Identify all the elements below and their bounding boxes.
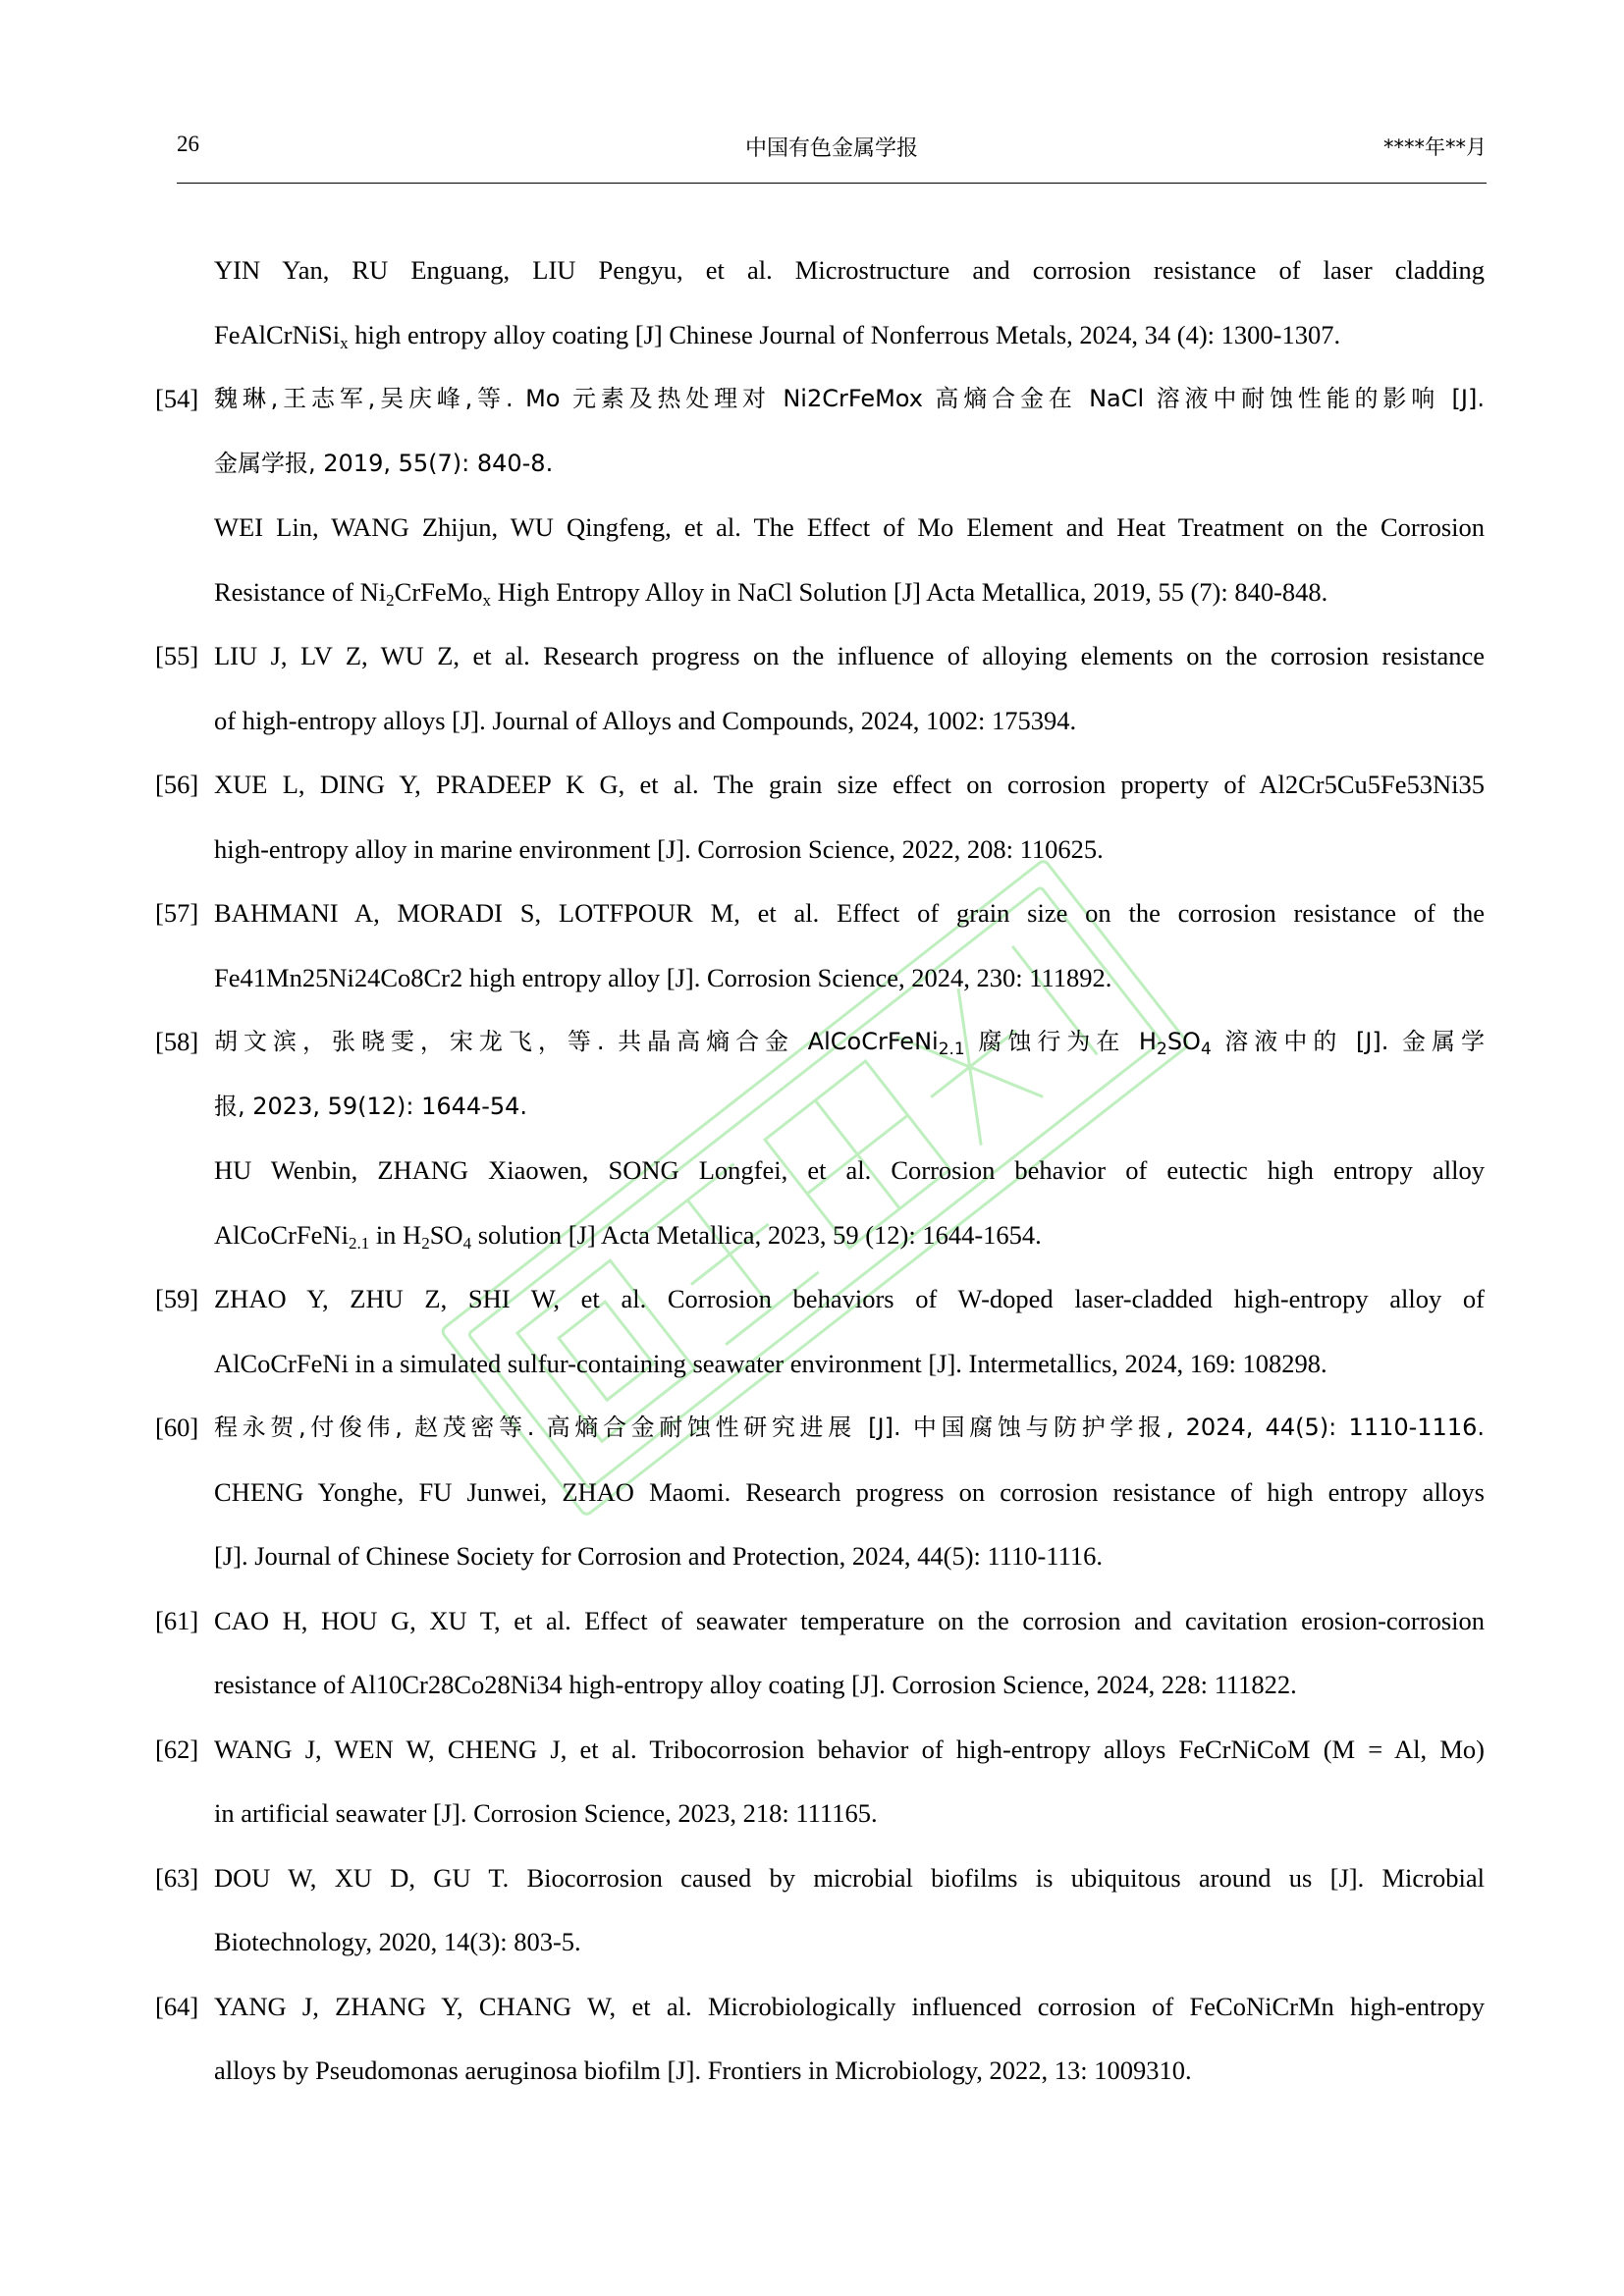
reference-56 — [155, 753, 1485, 881]
page-header — [177, 132, 1487, 171]
reference-number: [64] — [155, 1991, 199, 2021]
ref-line: WANG J, WEN W, CHENG J, et al. Tribocorrosion behavior of high-entropy alloys FeCrNiCoM (M = Al, Mo) — [214, 1734, 1485, 1764]
ref-line: YANG J, ZHANG Y, CHANG W, et al. Microbiologically influenced corrosion of FeCoNiCrMn high-entropy — [214, 1991, 1485, 2021]
reference-61 — [155, 1589, 1485, 1718]
ref-line: alloys by Pseudomonas aeruginosa biofilm [J]. Frontiers in Microbiology, 2022, 13: 1009310. — [214, 2056, 1192, 2085]
ref-line: AlCoCrFeNi$_{2.1}$ in $H_2SO_4$ solution [J] Acta Metallica, 2023, 59 (12): 1644-1654. — [214, 1219, 1042, 1253]
ref-line: FeAlCrNiSi$_x$ high entropy alloy coating [J] Chinese Journal of Nonferrous Metals, 2024, 34 (4): 1300-1307. — [214, 319, 1341, 352]
ref-line: XUE L, DING Y, PRADEEP K G, et al. The grain size effect on corrosion property of Al2Cr5Cu5Fe53Ni35 — [214, 770, 1485, 799]
reference-53-continued — [155, 239, 1485, 367]
reference-60 — [155, 1396, 1485, 1589]
ref-line: 报, 2023, 59(12): 1644-54. — [214, 1092, 528, 1120]
ref-line: Resistance of $Ni_2CrFeMo_x$ High Entropy Alloy in NaCl Solution [J] Acta Metallica, 2019, 55 (7): 840-848. — [214, 576, 1328, 610]
ref-line: of high-entropy alloys [J]. Journal of Alloys and Compounds, 2024, 1002: 175394. — [214, 705, 1077, 735]
reference-number: [60] — [155, 1413, 199, 1442]
header-rule — [177, 183, 1487, 184]
ref-line: AlCoCrFeNi in a simulated sulfur-containing seawater environment [J]. Intermetallics, 2024, 169: 108298. — [214, 1348, 1327, 1378]
page-number: 26 — [177, 132, 199, 156]
ref-line: LIU J, LV Z, WU Z, et al. Research progress on the influence of alloying elements on the corrosion resistance — [214, 641, 1485, 670]
reference-number: [57] — [155, 898, 199, 928]
reference-54 — [155, 367, 1485, 624]
reference-number: [62] — [155, 1734, 199, 1764]
ref-line: 程永贺,付俊伟, 赵茂密等. 高熵合金耐蚀性研究进展 [J]. 中国腐蚀与防护学报, 2024, 44(5): 1110-1116. — [214, 1414, 1485, 1441]
ref-line: BAHMANI A, MORADI S, LOTFPOUR M, et al. Effect of grain size on the corrosion resistance of the — [214, 898, 1485, 928]
reference-63 — [155, 1846, 1485, 1975]
reference-62 — [155, 1718, 1485, 1846]
ref-line: DOU W, XU D, GU T. Biocorrosion caused by microbial biofilms is ubiquitous around us [J]. Microbial — [214, 1862, 1485, 1893]
ref-line: 魏琳,王志军,吴庆峰,等. Mo 元素及热处理对 Ni2CrFeMox 高熵合金在 NaCl 溶液中耐蚀性能的影响 [J]. — [214, 385, 1485, 412]
ref-line: HU Wenbin, ZHANG Xiaowen, SONG Longfei, et al. Corrosion behavior of eutectic high entropy alloy — [214, 1155, 1485, 1185]
reference-59 — [155, 1267, 1485, 1396]
ref-line: high-entropy alloy in marine environment [J]. Corrosion Science, 2022, 208: 110625. — [214, 833, 1104, 864]
reference-number: [61] — [155, 1605, 199, 1635]
ref-line: YIN Yan, RU Enguang, LIU Pengyu, et al. Microstructure and corrosion resistance of laser cladding — [214, 255, 1485, 285]
reference-64 — [155, 1975, 1485, 2104]
reference-number: [58] — [155, 1027, 199, 1056]
ref-line: ZHAO Y, ZHU Z, SHI W, et al. Corrosion behaviors of W-doped laser-cladded high-entropy alloy of — [214, 1284, 1485, 1313]
ref-line: 金属学报, 2019, 55(7): 840-8. — [214, 449, 554, 477]
ref-line: Fe41Mn25Ni24Co8Cr2 high entropy alloy [J]. Corrosion Science, 2024, 230: 111892. — [214, 962, 1112, 992]
reference-57 — [155, 881, 1485, 1010]
ref-line: resistance of Al10Cr28Co28Ni34 high-entropy alloy coating [J]. Corrosion Science, 2024, 228: 111822. — [214, 1670, 1297, 1699]
ref-line: Biotechnology, 2020, 14(3): 803-5. — [214, 1927, 581, 1956]
reference-number: [55] — [155, 641, 199, 670]
ref-line: [J]. Journal of Chinese Society for Corrosion and Protection, 2024, 44(5): 1110-1116. — [214, 1541, 1104, 1571]
reference-number: [59] — [155, 1284, 199, 1313]
reference-number: [54] — [155, 384, 199, 413]
ref-line: WEI Lin, WANG Zhijun, WU Qingfeng, et al. The Effect of Mo Element and Heat Treatment on the Corrosion — [214, 512, 1485, 542]
reference-number: [56] — [155, 770, 199, 799]
journal-title: 中国有色金属学报 — [744, 136, 918, 161]
issue-date: ****年**月 — [1383, 135, 1487, 159]
reference-58 — [155, 1010, 1485, 1267]
ref-line: in artificial seawater [J]. Corrosion Science, 2023, 218: 111165. — [214, 1798, 878, 1828]
ref-line: 胡文滨，张晓雯，宋龙飞，等. 共晶高熵合金 AlCoCrFeNi$_{2.1}$ 腐蚀行为在 $H_2SO_4$ 溶液中的 [J]. 金属学 — [214, 1028, 1485, 1059]
reference-55 — [155, 624, 1485, 753]
ref-line: CAO H, HOU G, XU T, et al. Effect of seawater temperature on the corrosion and cavitation erosion-corrosion — [214, 1605, 1485, 1635]
reference-list — [155, 239, 1485, 2104]
ref-line: CHENG Yonghe, FU Junwei, ZHAO Maomi. Research progress on corrosion resistance of high entropy alloys — [214, 1476, 1485, 1507]
reference-number: [63] — [155, 1862, 199, 1893]
